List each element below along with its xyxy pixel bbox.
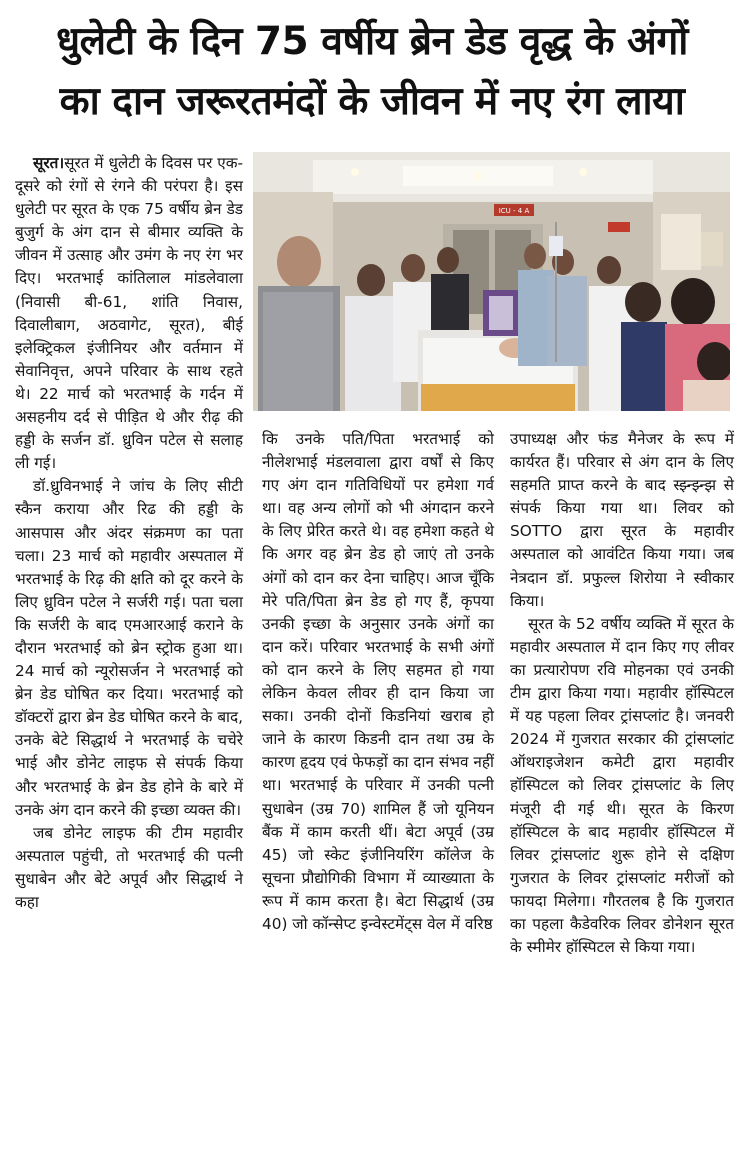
icu-sign: ICU - 4 A (498, 207, 530, 215)
article-column-1 (15, 152, 243, 914)
paragraph: कि उनके पति/पिता भरतभाई को नीलेशभाई मंडलवाला द्वारा वर्षों से किए गए अंग दान गतिविधियों पर हमेशा गर्व था। वह अन्य लोगों को भी अंगदान करने के लिए प्रेरित करते थे। वह हमेशा कहते थे कि अगर वह ब्रेन डेड हो जाएं तो उनके अंगों को दान कर देना चाहिए। आज चूँकि मेरे पति/पिता ब्रेन डेड हो गए हैं, कृपया उनकी इच्छा के अनुसार उनके अंगों का दान करें। परिवार भरतभाई के सभी अंगों को दान करने के लिए सहमत हो गया लेकिन केवल लीवर ही दान किया जा सका। उनकी दोनों किडनियां खराब हो जाने के कारण किडनी दान तथा उम्र के कारण हृदय एवं फेफड़ों का दान संभव नहीं था। भरतभाई के परिवार में उनकी पत्नी सुधाबेन (उम्र 70) शामिल हैं जो यूनियन बैंक में काम करती थीं। बेटा अपूर्व (उम्र 45) जो स्केट इंजीनियरिंग कॉलेज के सूचना प्रौद्योगिकी विभाग में व्याख्याता के रूप में काम करता है। बेटा सिद्धार्थ (उम्र 40) जो कॉन्सेप्ट इन्वेस्टमेंट्स वेल में वरिष्ठ (262, 430, 494, 933)
paragraph: जब डोनेट लाइफ की टीम महावीर अस्पताल पहुंची, तो भरतभाई की पत्नी सुधाबेन और बेटे अपूर्व और सिद्धार्थ ने कहा (15, 823, 243, 911)
headline (0, 0, 744, 148)
headline-line-1: धुलेटी के दिन 75 वर्षीय ब्रेन डेड वृद्ध के अंगों (56, 19, 688, 64)
paragraph-text: सूरत में धुलेटी के दिवस पर एक-दूसरे को रंगों से रंगने की परंपरा है। इस धुलेटी पर सूरत के एक 75 वर्षीय ब्रेन डेड बुजुर्ग के अंग दान से बीमार व्यक्ति के जीवन में उत्साह और उमंग के नए रंग भर दिए। भरतभाई कांतिलाल मांडलेवाला (निवासी बी-61, शांति निवास, दिवालीबाग, अठवागेट, सूरत), बीई इलेक्ट्रिकल इंजीनियर और वर्तमान में सेवानिवृत्त, अपने परिवार के साथ रहते थे। 22 मार्च को भरतभाई के गर्दन में असहनीय दर्द से पीड़ित थे और रीढ़ की हड्डी के सर्जन डॉ. ध्रुविन पटेल से सलाह ली गई। (15, 154, 243, 473)
dateline: सूरत। (33, 154, 65, 172)
paragraph (15, 152, 243, 475)
article-column-3 (510, 428, 734, 959)
article-column-2 (262, 428, 494, 936)
headline-line-2: का दान जरूरतमंदों के जीवन में नए रंग लाया (59, 79, 685, 124)
hospital-corridor-photo (253, 152, 730, 411)
paragraph: उपाध्यक्ष और फंड मैनेजर के रूप में कार्यरत हैं। परिवार से अंग दान के लिए सहमति प्राप्त करने के बाद स्झ्न्झ्न्झ से संपर्क किया गया था। लिवर को SOTTO द्वारा सूरत के महावीर अस्पताल को आवंटित किया गया। जब नेत्रदान डॉ. प्रफुल्ल शिरोया ने स्वीकार किया। (510, 430, 734, 610)
news-photo (253, 152, 730, 411)
paragraph: डॉ.ध्रुविनभाई ने जांच के लिए सीटी स्कैन कराया और रिढ की हड्डी के आसपास और अंदर संक्रमण का पता चला। 23 मार्च को महावीर अस्पताल में भरतभाई के रिढ़ की क्षति को दूर करने के लिए ध्रुविन पटेल ने सर्जरी गई। पता चला कि सर्जरी के बाद एमआरआई कराने के दौरान भरतभाई को ब्रेन स्ट्रोक हुआ था। 24 मार्च को न्यूरोसर्जन ने भरतभाई को ब्रेन डेड घोषित कर दिया। भरतभाई को डॉक्टरों द्वारा ब्रेन डेड घोषित करने के बाद, उनके बेटे सिद्धार्थ ने भरतभाई के चचेरे भाई और डोनेट लाइफ से संपर्क किया और भरतभाई के ब्रेन डेड होने के बारे में उनके अंग दान करने की इच्छा व्यक्त की। (15, 477, 243, 819)
paragraph: सूरत के 52 वर्षीय व्यक्ति में सूरत के महावीर अस्पताल में दान किए गए लीवर का प्रत्यारोपण रवि मोहनका एवं उनकी टीम द्वारा किया गया। महावीर हॉस्पिटल में यह पहला लिवर ट्रांसप्लांट है। जनवरी 2024 में गुजरात सरकार की ट्रांसप्लांट ऑथराइजेशन कमेटी द्वारा महावीर हॉस्पिटल को लिवर ट्रांसप्लांट के लिए मंजूरी दी गई थी। सूरत के किरण हॉस्पिटल के बाद महावीर हॉस्पिटल में लिवर ट्रांसप्लांट शुरू होने से दक्षिण गुजरात के लिवर ट्रांसप्लांट मरीजों को फायदा मिलेगा। गौरतलब है कि गुजरात का पहला कैडेवरिक लिवर डोनेशन सूरत के स्मीमेर हॉस्पिटल से किया गया। (510, 614, 734, 957)
